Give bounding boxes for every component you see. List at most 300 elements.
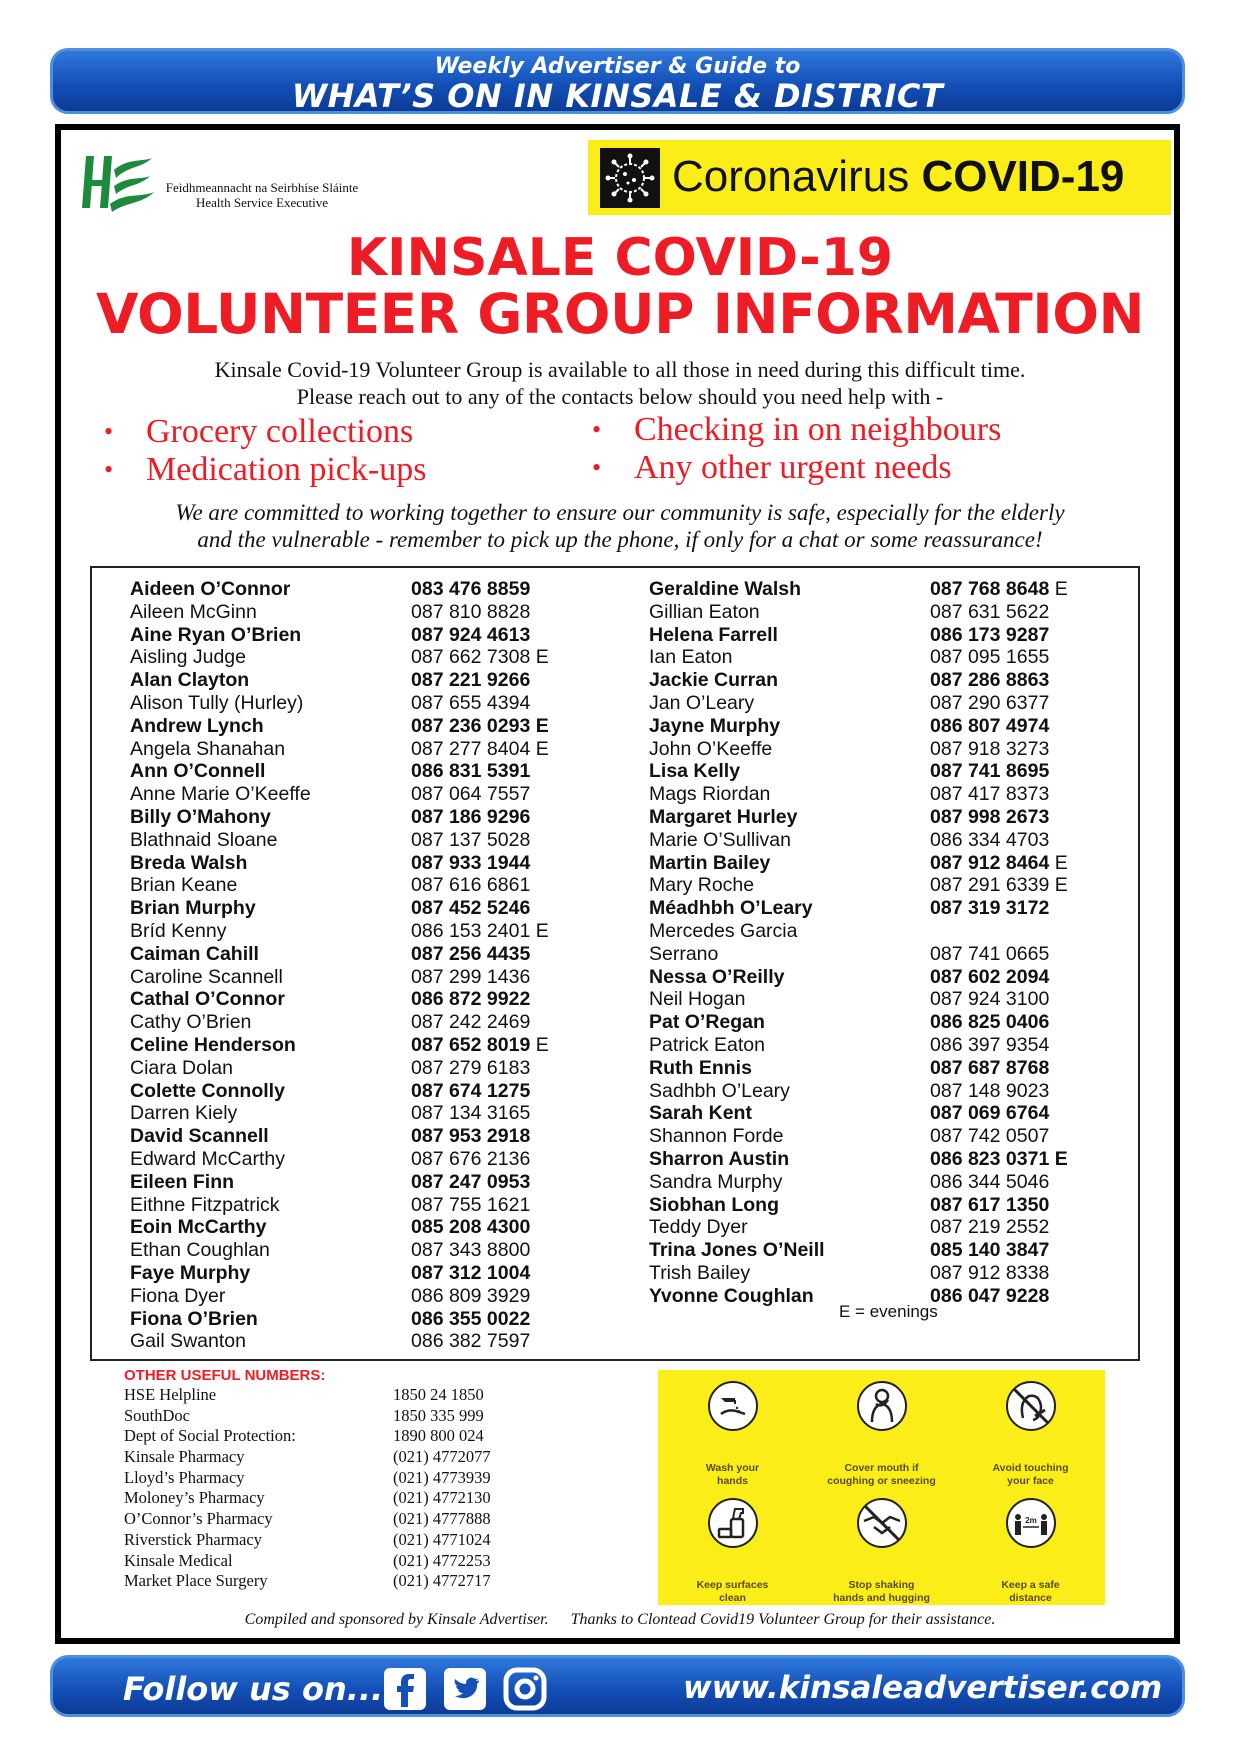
useful-number-row	[124, 1447, 584, 1468]
useful-number-value: (021) 4773939	[393, 1467, 491, 1487]
phone-number: 085 140 3847	[930, 1239, 1050, 1262]
header-subtitle: Weekly Advertiser & Guide to	[434, 54, 801, 79]
contact-name: Bríd Kenny	[130, 919, 227, 942]
contact-name: Fiona Dyer	[130, 1284, 226, 1307]
phone-number: 086 823 0371	[930, 1147, 1050, 1170]
phone-number: 083 476 8859	[411, 578, 531, 600]
contact-row	[130, 1194, 600, 1217]
distance-icon	[1005, 1497, 1057, 1549]
contact-phone	[411, 1216, 530, 1239]
contact-row	[649, 1057, 1119, 1080]
contact-phone	[930, 1285, 1049, 1308]
contact-phone	[930, 1148, 1068, 1171]
contact-phone	[930, 1057, 1049, 1080]
phone-number: 087 768 8648	[930, 578, 1050, 600]
useful-number-label: Moloney’s Pharmacy	[124, 1488, 265, 1508]
evenings-flag: E	[1054, 578, 1068, 600]
contact-row	[130, 760, 600, 783]
contact-row	[649, 1080, 1119, 1103]
contact-row	[649, 1102, 1119, 1125]
contact-row	[649, 943, 1119, 966]
phone-number: 087 148 9023	[930, 1079, 1050, 1102]
contact-name: Helena Farrell	[649, 623, 778, 646]
useful-number-row	[124, 1406, 584, 1427]
contact-name: Sandra Murphy	[649, 1170, 783, 1193]
useful-number-value: (021) 4771024	[393, 1529, 491, 1549]
instagram-icon[interactable]	[503, 1667, 547, 1711]
coronavirus-word: Coronavirus	[672, 152, 922, 201]
phone-number: 087 741 8695	[930, 760, 1050, 783]
contact-name: Teddy Dyer	[649, 1216, 748, 1239]
contact-phone	[930, 578, 1068, 601]
help-item: • Grocery collections	[104, 413, 426, 451]
contact-phone	[411, 966, 530, 989]
contact-name: Angela Shanahan	[130, 737, 286, 760]
useful-number-label: O’Connor’s Pharmacy	[124, 1509, 273, 1529]
contact-phone	[411, 1080, 530, 1103]
intro-line1: Kinsale Covid-19 Volunteer Group is available to all those in need during this difficult time.	[214, 357, 1026, 382]
contact-row	[649, 578, 1119, 601]
contact-row	[649, 760, 1119, 783]
tip-caption: Wash your hands	[705, 1462, 760, 1487]
contact-phone	[930, 646, 1049, 669]
contact-row	[130, 897, 600, 920]
contact-name: Méadhbh O’Leary	[649, 897, 813, 920]
phone-number: 087 912 8464	[930, 851, 1050, 874]
useful-number-value: 1850 335 999	[393, 1405, 484, 1425]
contact-phone	[411, 1330, 530, 1353]
contacts-column-right	[649, 578, 1119, 1308]
contact-row	[649, 874, 1119, 897]
contact-name: Lisa Kelly	[649, 760, 741, 783]
contact-phone	[930, 852, 1068, 875]
contact-name: Darren Kiely	[130, 1102, 238, 1125]
contact-phone	[411, 715, 549, 738]
phone-number: 087 924 4613	[411, 623, 531, 646]
contact-phone	[411, 601, 530, 624]
phone-number: 086 344 5046	[930, 1170, 1050, 1193]
contact-name: Aileen McGinn	[130, 600, 257, 623]
intro-line2: Please reach out to any of the contacts below should you need help with -	[296, 384, 944, 409]
contact-name: Jan O’Leary	[649, 691, 755, 714]
contact-phone	[411, 738, 549, 761]
tip-cover-mouth	[807, 1370, 956, 1487]
contact-name: Ciara Dolan	[130, 1056, 233, 1079]
contact-phone	[411, 1262, 530, 1285]
phone-number: 087 290 6377	[930, 691, 1050, 714]
contact-row	[130, 783, 600, 806]
facebook-icon[interactable]	[383, 1667, 427, 1711]
phone-number: 087 655 4394	[411, 691, 531, 714]
phone-number: 087 247 0953	[411, 1170, 531, 1193]
contact-name: Pat O’Regan	[649, 1011, 765, 1034]
phone-number: 086 047 9228	[930, 1284, 1050, 1307]
contact-phone	[930, 1216, 1049, 1239]
contact-row	[130, 1011, 600, 1034]
header-title: WHAT’S ON IN KINSALE & DISTRICT	[291, 77, 944, 115]
phone-number: 086 397 9354	[930, 1033, 1050, 1056]
contact-name: Billy O’Mahony	[130, 805, 271, 828]
useful-number-label: Market Place Surgery	[124, 1571, 268, 1591]
contact-phone	[930, 1171, 1049, 1194]
contact-row	[649, 646, 1119, 669]
contact-name: Trina Jones O’Neill	[649, 1239, 825, 1262]
phone-number: 087 064 7557	[411, 783, 531, 806]
phone-number: 087 918 3273	[930, 737, 1050, 760]
phone-number: 086 825 0406	[930, 1011, 1050, 1034]
phone-number: 087 221 9266	[411, 669, 531, 692]
contact-name: Sarah Kent	[649, 1102, 752, 1125]
contact-row	[649, 783, 1119, 806]
useful-number-label: Dept of Social Protection:	[124, 1426, 296, 1446]
contact-row	[649, 897, 1119, 920]
contact-name: Anne Marie O’Keeffe	[130, 783, 311, 806]
useful-numbers-list	[124, 1385, 584, 1592]
tip-safe-distance	[956, 1487, 1105, 1604]
contact-row	[649, 852, 1119, 875]
evenings-flag: E	[1054, 874, 1068, 897]
contact-phone	[930, 692, 1049, 715]
phone-number: 086 807 4974	[930, 714, 1050, 737]
contact-phone	[930, 806, 1049, 829]
phone-number: 087 417 8373	[930, 783, 1050, 806]
contact-phone	[930, 783, 1049, 806]
virus-icon	[600, 148, 660, 208]
hse-logo	[80, 150, 380, 220]
page-title-line1: KINSALE COVID-19	[346, 228, 894, 288]
contact-name: Faye Murphy	[130, 1261, 251, 1284]
contact-phone	[930, 1080, 1049, 1103]
tip-avoid-face	[956, 1370, 1105, 1487]
contact-phone	[411, 920, 549, 943]
contact-name: Marie O’Sullivan	[649, 828, 791, 851]
contact-name: David Scannell	[130, 1125, 269, 1148]
contact-row	[649, 601, 1119, 624]
phone-number: 087 674 1275	[411, 1079, 531, 1102]
thanks-note: Thanks to Clontead Covid19 Volunteer Group for their assistance.	[570, 1611, 996, 1628]
contact-phone	[930, 943, 1049, 966]
useful-number-value: (021) 4772717	[393, 1571, 491, 1591]
contact-row	[130, 1216, 600, 1239]
phone-number: 087 662 7308	[411, 646, 531, 669]
phone-number: 087 616 6861	[411, 874, 531, 897]
contact-phone	[930, 601, 1049, 624]
contact-name: Mercedes Garcia	[649, 919, 798, 942]
phone-number: 087 933 1944	[411, 851, 531, 874]
useful-number-row	[124, 1488, 584, 1509]
footer-banner	[50, 1655, 1185, 1717]
phone-number: 087 924 3100	[930, 988, 1050, 1011]
contact-name: Blathnaid Sloane	[130, 828, 278, 851]
evenings-flag: E	[1054, 1147, 1068, 1170]
help-list-right	[592, 411, 1001, 487]
contact-name: Patrick Eaton	[649, 1033, 765, 1056]
contact-row	[649, 1194, 1119, 1217]
contact-row	[649, 738, 1119, 761]
contact-name: Aine Ryan O’Brien	[130, 623, 302, 646]
phone-number: 087 452 5246	[411, 897, 531, 920]
phone-number: 087 676 2136	[411, 1147, 531, 1170]
contact-row	[130, 1308, 600, 1331]
hse-english-name: Health Service Executive	[195, 195, 329, 210]
coronavirus-heading	[672, 150, 1124, 204]
contact-row	[130, 1102, 600, 1125]
useful-number-label: Lloyd’s Pharmacy	[124, 1467, 245, 1487]
contact-name: Ruth Ennis	[649, 1056, 752, 1079]
useful-number-row	[124, 1530, 584, 1551]
evenings-legend: E = evenings	[839, 1302, 938, 1321]
help-item: • Any other urgent needs	[592, 449, 1001, 487]
contact-phone	[411, 874, 530, 897]
contact-row	[130, 852, 600, 875]
contact-row	[130, 829, 600, 852]
twitter-icon[interactable]	[443, 1667, 487, 1711]
contact-name: Mags Riordan	[649, 783, 771, 806]
contact-phone	[411, 1171, 530, 1194]
hse-mark-icon	[80, 150, 160, 220]
commitment-line2: and the vulnerable - remember to pick up the phone, if only for a chat or some reassurance!	[197, 527, 1043, 552]
contact-row	[130, 1330, 600, 1353]
no-handshake-icon	[856, 1497, 908, 1549]
contact-row	[649, 1125, 1119, 1148]
cover-mouth-icon	[856, 1380, 908, 1432]
evenings-flag: E	[535, 1033, 549, 1056]
contact-name: Jayne Murphy	[649, 714, 781, 737]
contact-name: Sadhbh O’Leary	[649, 1079, 790, 1102]
contact-row	[649, 1011, 1119, 1034]
tip-clean-surfaces	[658, 1487, 807, 1604]
phone-number: 087 277 8404	[411, 737, 531, 760]
phone-number: 085 208 4300	[411, 1216, 531, 1239]
tip-caption: Keep a safe distance	[1001, 1579, 1060, 1604]
contact-name: Jackie Curran	[649, 669, 778, 692]
contact-row	[130, 692, 600, 715]
contact-row	[649, 920, 1119, 943]
contact-phone	[411, 1285, 530, 1308]
contact-name: Alison Tully (Hurley)	[130, 691, 304, 714]
contact-phone	[930, 1102, 1049, 1125]
contact-name: Caiman Cahill	[130, 942, 259, 965]
tip-no-handshake	[807, 1487, 956, 1604]
contact-row	[649, 829, 1119, 852]
contact-row	[649, 966, 1119, 989]
tip-caption: Keep surfaces clean	[696, 1579, 769, 1604]
contact-phone	[930, 1194, 1049, 1217]
useful-number-label: Kinsale Pharmacy	[124, 1447, 245, 1467]
useful-number-label: Kinsale Medical	[124, 1550, 233, 1570]
contact-name: Cathy O’Brien	[130, 1011, 252, 1034]
contact-phone	[411, 897, 530, 920]
coronavirus-banner	[588, 140, 1171, 215]
contact-row	[649, 1262, 1119, 1285]
contact-phone	[930, 1239, 1049, 1262]
contact-name: Ethan Coughlan	[130, 1239, 270, 1262]
tip-caption: Cover mouth if coughing or sneezing	[827, 1462, 936, 1487]
contact-row	[130, 601, 600, 624]
phone-number: 087 095 1655	[930, 646, 1050, 669]
contact-row	[130, 578, 600, 601]
phone-number: 086 153 2401	[411, 919, 531, 942]
contact-name: Breda Walsh	[130, 851, 248, 874]
phone-number: 087 343 8800	[411, 1239, 531, 1262]
phone-number: 087 998 2673	[930, 805, 1050, 828]
contact-phone	[411, 829, 530, 852]
contact-name: Yvonne Coughlan	[649, 1284, 814, 1307]
spray-bottle-icon	[707, 1497, 759, 1549]
contact-phone	[930, 624, 1049, 647]
phone-number: 086 872 9922	[411, 988, 531, 1011]
contact-name: Gillian Eaton	[649, 600, 760, 623]
wash-hands-icon	[707, 1380, 759, 1432]
evenings-flag: E	[535, 714, 549, 737]
contact-name: John O’Keeffe	[649, 737, 773, 760]
contact-row	[130, 920, 600, 943]
help-list-left	[104, 413, 426, 489]
contact-phone	[930, 738, 1049, 761]
contact-phone	[930, 897, 1049, 920]
contact-name: Geraldine Walsh	[649, 578, 802, 600]
contact-row	[130, 1148, 600, 1171]
contact-phone	[930, 760, 1049, 783]
phone-number: 087 291 6339	[930, 874, 1050, 897]
contact-row	[649, 1148, 1119, 1171]
phone-number: 087 631 5622	[930, 600, 1050, 623]
contact-row	[130, 624, 600, 647]
contact-phone	[411, 806, 530, 829]
contact-row	[130, 646, 600, 669]
contact-name: Ann O’Connell	[130, 760, 266, 783]
phone-number: 086 809 3929	[411, 1284, 531, 1307]
contact-name: Siobhan Long	[649, 1193, 779, 1216]
contact-name: Margaret Hurley	[649, 805, 798, 828]
phone-number: 087 137 5028	[411, 828, 531, 851]
website-url[interactable]: www.kinsaleadvertiser.com	[683, 1670, 1163, 1706]
contact-phone	[930, 715, 1049, 738]
contact-phone	[411, 760, 530, 783]
contact-phone	[411, 852, 530, 875]
phone-number: 087 299 1436	[411, 965, 531, 988]
contact-phone	[930, 1034, 1049, 1057]
evenings-flag: E	[535, 737, 549, 760]
contact-name: Eoin McCarthy	[130, 1216, 267, 1239]
contact-phone	[411, 943, 530, 966]
contact-phone	[411, 692, 530, 715]
contact-phone	[411, 1102, 530, 1125]
phone-number: 087 186 9296	[411, 805, 531, 828]
useful-number-label: Riverstick Pharmacy	[124, 1529, 262, 1549]
phone-number: 087 687 8768	[930, 1056, 1050, 1079]
phone-number: 087 953 2918	[411, 1125, 531, 1148]
contact-row	[130, 669, 600, 692]
contact-row	[130, 738, 600, 761]
useful-number-value: (021) 4772253	[393, 1550, 491, 1570]
commitment-line1: We are committed to working together to ensure our community is safe, especially for the elderly	[175, 500, 1065, 525]
contact-phone	[411, 1148, 530, 1171]
contact-name: Brian Keane	[130, 874, 238, 897]
phone-number: 086 334 4703	[930, 828, 1050, 851]
contact-row	[130, 806, 600, 829]
contact-name: Eithne Fitzpatrick	[130, 1193, 280, 1216]
phone-number: 087 755 1621	[411, 1193, 531, 1216]
contact-row	[649, 988, 1119, 1011]
useful-number-row	[124, 1509, 584, 1530]
contact-row	[130, 1034, 600, 1057]
evenings-flag: E	[1054, 851, 1068, 874]
covid19-word: COVID-19	[921, 152, 1125, 201]
useful-number-label: SouthDoc	[124, 1405, 190, 1425]
phone-number: 086 355 0022	[411, 1307, 531, 1330]
distance-badge: 2m	[1025, 1516, 1037, 1525]
contact-phone	[411, 646, 549, 669]
phone-number: 087 069 6764	[930, 1102, 1050, 1125]
contact-row	[130, 943, 600, 966]
contact-name: Cathal O’Connor	[130, 988, 285, 1011]
contact-row	[130, 988, 600, 1011]
phone-number: 087 602 2094	[930, 965, 1050, 988]
contacts-column-left	[130, 578, 600, 1353]
phone-number: 086 831 5391	[411, 760, 531, 783]
contact-phone	[930, 1262, 1049, 1285]
contact-row	[130, 1262, 600, 1285]
evenings-flag: E	[535, 646, 549, 669]
contact-phone	[930, 966, 1049, 989]
contact-name: Alan Clayton	[130, 669, 250, 692]
contact-phone	[411, 1057, 530, 1080]
contact-phone	[930, 1125, 1049, 1148]
contact-row	[649, 1239, 1119, 1262]
follow-us-label: Follow us on...	[123, 1670, 384, 1708]
hse-irish-name: Feidhmeannacht na Seirbhíse Sláinte	[165, 180, 359, 195]
useful-number-row	[124, 1571, 584, 1592]
phone-number: 087 652 8019	[411, 1033, 531, 1056]
hygiene-tips-panel	[658, 1370, 1105, 1605]
phone-number: 087 319 3172	[930, 897, 1050, 920]
phone-number: 087 134 3165	[411, 1102, 531, 1125]
sponsor-note: Compiled and sponsored by Kinsale Advertiser.	[244, 1611, 549, 1628]
contact-name: Trish Bailey	[649, 1261, 751, 1284]
contact-name: Celine Henderson	[130, 1033, 296, 1056]
contact-phone	[930, 829, 1049, 852]
contact-name: Sharron Austin	[649, 1147, 790, 1170]
contact-name: Gail Swanton	[130, 1330, 246, 1353]
useful-number-value: (021) 4777888	[393, 1509, 491, 1529]
phone-number: 087 219 2552	[930, 1216, 1050, 1239]
contact-row	[649, 624, 1119, 647]
phone-number: 086 382 7597	[411, 1330, 531, 1353]
contact-name: Martin Bailey	[649, 851, 771, 874]
useful-number-value: (021) 4772077	[393, 1447, 491, 1467]
contact-phone	[411, 1125, 530, 1148]
tip-caption: Avoid touching your face	[992, 1462, 1069, 1487]
contact-row	[130, 715, 600, 738]
useful-number-row	[124, 1385, 584, 1406]
useful-number-label: HSE Helpline	[124, 1385, 217, 1404]
contact-phone	[411, 988, 530, 1011]
phone-number: 087 279 6183	[411, 1056, 531, 1079]
contact-row	[130, 966, 600, 989]
contact-row	[649, 1216, 1119, 1239]
contact-name: Aisling Judge	[130, 646, 246, 669]
contact-phone	[930, 1011, 1049, 1034]
contact-name: Andrew Lynch	[130, 714, 264, 737]
contact-phone	[930, 874, 1068, 897]
contact-name: Mary Roche	[649, 874, 755, 897]
useful-number-row	[124, 1426, 584, 1447]
contact-name: Ian Eaton	[649, 646, 733, 669]
evenings-flag: E	[535, 919, 549, 942]
contact-name: Brian Murphy	[130, 897, 256, 920]
contact-phone	[411, 1011, 530, 1034]
